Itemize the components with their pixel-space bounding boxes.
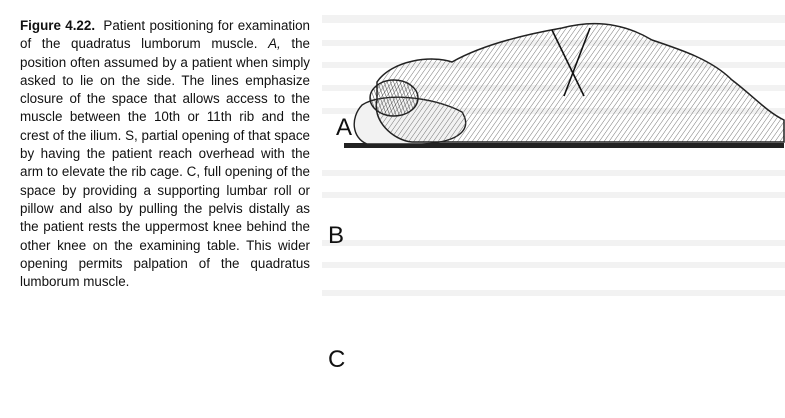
- figure-caption: [20, 17, 310, 291]
- caption-part-c-text: full opening of the space by providing a supporting lumbar roll or pillow and also by pulling the pelvis distally as the patient rests the uppermost knee behind the other knee on the examining table. This wider opening permits palpation of the quadratus lumborum muscle.: [20, 164, 310, 290]
- panel-c-letter: C: [328, 346, 346, 373]
- panel-a-letter: A: [336, 114, 353, 141]
- caption-part-a-letter: A,: [268, 36, 281, 52]
- caption-part-c-letter: C,: [186, 164, 201, 180]
- caption-part-b-text: partial opening of that space by having the patient reach overhead with the arm to elevate the rib cage.: [20, 127, 310, 180]
- caption-part-a-text: the position often assumed by a patient when simply asked to lie on the side. The lines emphasize closure of the space that allows access to the muscle between the 10th or 11th rib and the crest of the ilium.: [20, 36, 310, 143]
- figure-illustration: [322, 0, 785, 418]
- figure-label: Figure 4.22.: [20, 18, 96, 33]
- illustration-svg: [322, 0, 785, 418]
- caption-part-b-letter: S,: [125, 127, 138, 143]
- caption-intro: Patient positioning for examination of the quadratus lumborum muscle.: [20, 18, 310, 52]
- panel-b-letter: B: [328, 222, 345, 249]
- panel-a-head: [370, 80, 418, 116]
